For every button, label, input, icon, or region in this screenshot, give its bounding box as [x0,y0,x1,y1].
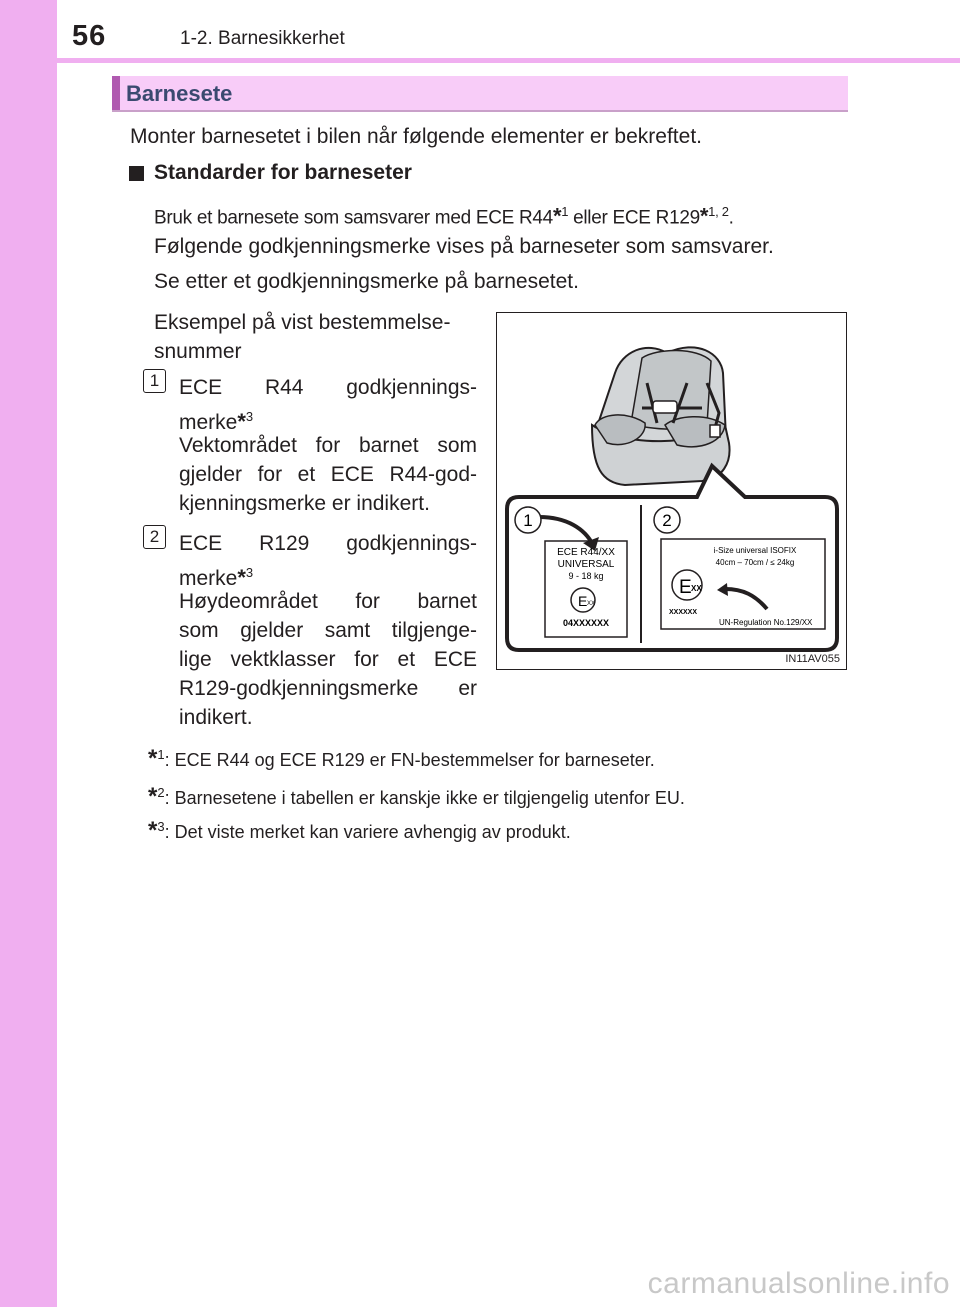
item2-line1: ECE R129 godkjennings- [179,532,477,555]
example-line-1: Eksempel på vist bestemmelse- [154,311,451,334]
footnote-ref: 1, 2 [708,204,729,219]
footnote-star: * [237,565,246,590]
label1-code: 04XXXXXX [562,618,610,628]
intro-text: Monter barnesetet i bilen når følgende elementer er bekreftet. [130,125,702,148]
callout-marker-2: 2 [143,525,166,549]
footnote-star: * [148,817,158,844]
footnote-star: * [552,203,562,229]
footnote-ref: 3 [245,565,254,580]
standard-text-c: . [728,207,734,229]
label1-line2: UNIVERSAL [557,559,615,570]
callout-marker-1: 1 [143,369,166,393]
child-seat-illustration [497,313,846,669]
footnote-2 [148,783,685,811]
label2-regulation: UN-Regulation No.129/XX [719,618,813,627]
footnote-star: * [237,409,246,434]
item2-line5: lige vektklasser for et ECE [179,648,477,671]
lookfor-text: Se etter et godkjenningsmerke på barnesetet. [154,270,579,293]
label2-line1: i-Size universal ISOFIX [713,546,797,555]
item1-line4: gjelder for et ECE R44-god- [179,463,477,486]
footnote-ref: 3 [245,409,254,424]
label2-emblem-sub: XX [691,584,702,593]
footnote-star: * [148,783,158,810]
item1-merke: merke [179,411,238,434]
label1-line1: ECE R44/XX [557,547,615,558]
footnote-text: : ECE R44 og ECE R129 er FN-bestemmelser for barneseter. [164,750,655,770]
footnote-star: * [148,745,158,772]
running-head: 1-2. Barnesikkerhet [180,28,345,49]
item1-line3: Vektområdet for barnet som [179,434,477,457]
item1-line1: ECE R44 godkjennings- [179,376,477,399]
item2-line3: Høydeområdet for barnet [179,590,477,613]
footnote-star: * [699,203,709,229]
label2-emblem: E [679,577,692,598]
label1-line3: 9 - 18 kg [568,571,604,581]
item2-line7: indikert. [179,706,253,729]
section-title: Barnesete [126,81,233,106]
standard-line [154,197,734,232]
side-tab-strip [0,0,57,1307]
subsection-title: Standarder for barneseter [154,161,412,184]
footnote-text: : Det viste merket kan variere avhengig av produkt. [164,822,571,842]
example-line-2: snummer [154,340,242,363]
figure-code: IN11AV055 [785,653,840,665]
item2-line4: som gjelder samt tilgjenge- [179,619,477,642]
bullet-square-icon [129,166,144,181]
page-number: 56 [72,20,107,52]
item1-line5: kjenningsmerke er indikert. [179,492,430,515]
footnote-ref: 1 [561,204,569,219]
label2-line2: 40cm – 70cm / ≤ 24kg [715,558,795,567]
header-rule [57,58,960,63]
standard-text-a: Bruk et barnesete som samsvarer med ECE R44 [154,207,553,229]
label1-emblem: E [578,593,588,609]
figure-callout-1: 1 [523,511,533,530]
footnote-1 [148,745,655,773]
figure-callout-2: 2 [662,511,672,530]
section-accent [112,76,120,110]
standard-text-b: eller ECE R129 [568,207,700,229]
child-seat-figure [496,312,847,670]
footnote-num: 1 [157,747,165,762]
item2-line6: R129-godkjenningsmerke er [179,677,477,700]
footnote-text: : Barnesetene i tabellen er kanskje ikke er tilgjengelig utenfor EU. [164,788,685,808]
label1-emblem-sub: XX [587,601,596,607]
label2-code: XXXXXX [669,609,698,616]
footnote-3 [148,817,571,845]
footnote-num: 2 [157,785,165,800]
item2-merke: merke [179,567,238,590]
approval-text: Følgende godkjenningsmerke vises på barneseter som samsvarer. [154,235,774,258]
watermark: carmanualsonline.info [647,1267,950,1300]
footnote-num: 3 [157,819,165,834]
